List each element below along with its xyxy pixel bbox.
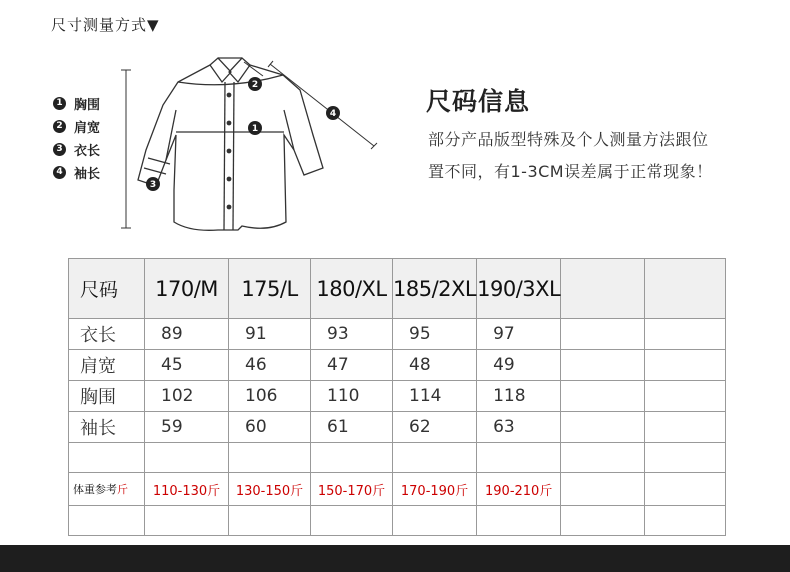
weight-unit: 斤 <box>117 483 128 496</box>
table-cell: 97 <box>477 319 561 350</box>
table-cell: 63 <box>477 412 561 443</box>
legend-item-sleeve <box>53 161 100 184</box>
table-cell: 49 <box>477 350 561 381</box>
table-cell: 47 <box>311 350 393 381</box>
table-cell: 91 <box>229 319 311 350</box>
legend-number-4: 4 <box>53 166 66 179</box>
weight-cell: 190-210斤 <box>477 473 561 506</box>
marker-1: 1 <box>251 124 259 134</box>
size-header-label: 尺码 <box>69 259 145 319</box>
table-cell: 89 <box>145 319 229 350</box>
legend-label: 衣长 <box>74 144 101 159</box>
table-cell: 48 <box>393 350 477 381</box>
empty-cell <box>561 350 645 381</box>
table-cell: 110 <box>311 381 393 412</box>
blank-row <box>69 506 726 536</box>
table-cell: 106 <box>229 381 311 412</box>
weight-cell: 170-190斤 <box>393 473 477 506</box>
table-row <box>69 350 726 381</box>
weight-cell: 130-150斤 <box>229 473 311 506</box>
empty-cell <box>561 319 645 350</box>
legend-item-shoulder <box>53 115 100 138</box>
bottom-bar <box>0 545 790 572</box>
table-cell: 61 <box>311 412 393 443</box>
row-label: 衣长 <box>69 319 145 350</box>
marker-3: 3 <box>149 180 157 190</box>
table-cell: 45 <box>145 350 229 381</box>
weight-row <box>69 473 726 506</box>
weight-label: 体重参考斤 <box>69 473 145 506</box>
marker-2: 2 <box>251 80 259 90</box>
legend-label: 肩宽 <box>74 121 101 136</box>
table-row <box>69 381 726 412</box>
empty-cell <box>645 473 726 506</box>
table-row <box>69 412 726 443</box>
legend-number-2: 2 <box>53 120 66 133</box>
info-line-1: 部分产品版型特殊及个人测量方法跟位 <box>428 130 709 149</box>
weight-cell: 110-130斤 <box>145 473 229 506</box>
shirt-measurement-diagram <box>118 50 398 240</box>
empty-cell <box>645 381 726 412</box>
row-label: 胸围 <box>69 381 145 412</box>
table-cell: 95 <box>393 319 477 350</box>
empty-cell <box>645 259 726 319</box>
table-cell: 60 <box>229 412 311 443</box>
shirt-buttons <box>227 93 232 210</box>
empty-cell <box>645 350 726 381</box>
empty-cell <box>561 412 645 443</box>
info-text <box>428 124 748 188</box>
legend-item-chest <box>53 92 100 115</box>
empty-cell <box>561 381 645 412</box>
size-table <box>68 258 726 536</box>
table-cell: 118 <box>477 381 561 412</box>
legend-label: 胸围 <box>74 98 101 113</box>
row-label: 肩宽 <box>69 350 145 381</box>
measurement-legend <box>53 92 100 184</box>
legend-label: 袖长 <box>74 167 101 182</box>
size-190: 190/3XL <box>477 259 561 319</box>
section-title: 尺寸测量方式▼ <box>51 16 160 34</box>
table-cell: 62 <box>393 412 477 443</box>
size-180: 180/XL <box>311 259 393 319</box>
marker-4: 4 <box>329 109 337 119</box>
row-label: 袖长 <box>69 412 145 443</box>
empty-cell <box>645 319 726 350</box>
info-title: 尺码信息 <box>426 87 531 116</box>
empty-cell <box>561 259 645 319</box>
empty-cell <box>645 412 726 443</box>
legend-number-1: 1 <box>53 97 66 110</box>
table-cell: 114 <box>393 381 477 412</box>
size-170: 170/M <box>145 259 229 319</box>
info-line-2: 置不同，有1-3CM误差属于正常现象！ <box>428 162 713 181</box>
table-cell: 93 <box>311 319 393 350</box>
size-185: 185/2XL <box>393 259 477 319</box>
legend-item-length <box>53 138 100 161</box>
size-header-row <box>69 259 726 319</box>
size-175: 175/L <box>229 259 311 319</box>
table-row <box>69 319 726 350</box>
table-cell: 102 <box>145 381 229 412</box>
empty-cell <box>561 473 645 506</box>
blank-row <box>69 443 726 473</box>
legend-number-3: 3 <box>53 143 66 156</box>
table-cell: 46 <box>229 350 311 381</box>
table-cell: 59 <box>145 412 229 443</box>
weight-cell: 150-170斤 <box>311 473 393 506</box>
